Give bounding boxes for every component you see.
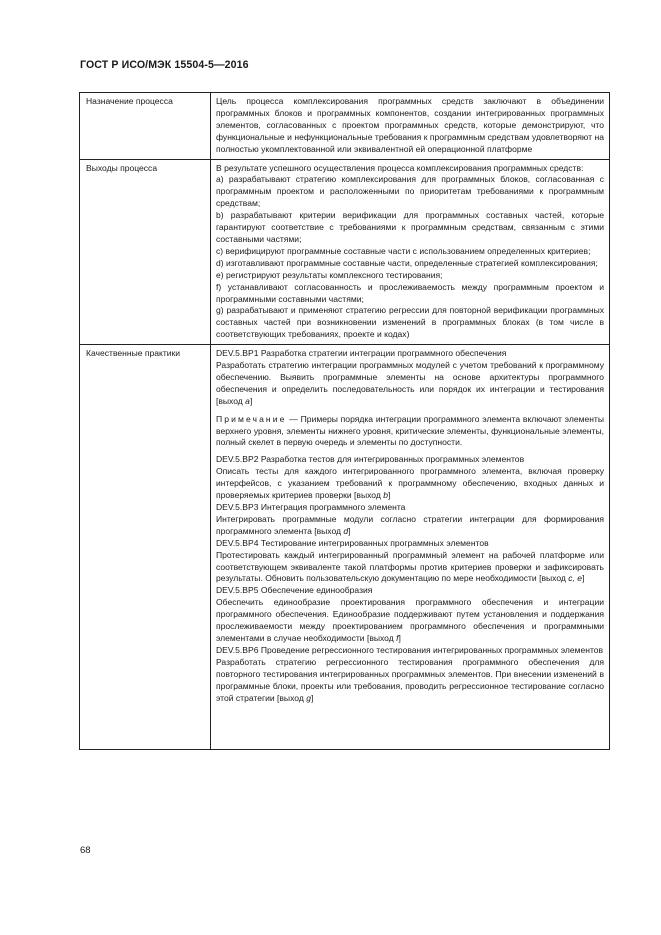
row-label-cell (80, 93, 211, 160)
page-number: 68 (80, 845, 91, 856)
page-header-title: ГОСТ Р ИСО/МЭК 15504-5—2016 (80, 59, 249, 71)
practice-text: Обеспечить единообразие проектирования программного обеспечения и интеграции программного обеспечения. Единообразие поддерживают путем установления и поддержания прослеживаемости между проектированием программного обеспечения и программными элементами в случае необходимости [выход f] (216, 597, 604, 643)
practice-title: DEV.5.BP1 Разработка стратегии интеграции программного обеспечения (216, 348, 507, 359)
practice-title: DEV.5.BP5 Обеспечение единообразия (216, 585, 373, 596)
row-content-cell (211, 93, 610, 160)
outcome-item: f) устанавливают согласованность и прослеживаемость между программным проектом и программными составными частями; (216, 281, 604, 304)
note-text: — Примеры порядка интеграции программного элемента включают элементы верхнего уровня, элементы нижнего уровня, критические элементы, функциональные элементы, полный скелет в первую очередь и элементы по доступности. (216, 413, 604, 448)
output-ref: a (245, 395, 250, 406)
outcomes-intro: В результате успешного осуществления процесса комплексирования программных средств: (216, 162, 584, 173)
practice-title: DEV.5.BP4 Тестирование интегрированных программных элементов (216, 537, 489, 548)
practice-note (216, 414, 604, 450)
outcome-item: d) изготавливают программные составные части, определенные стратегией комплексирования; (216, 257, 598, 268)
outcome-item: e) регистрируют результаты комплексного тестирования; (216, 269, 443, 280)
row-content-cell (211, 159, 610, 345)
practice-text: Описать тесты для каждого интегрированного программного элемента, включая проверку интерфейсов, с указанием требований к программному обеспечению, входных данных и проверяемых критериев проверки [выход b] (216, 466, 604, 501)
output-ref: c, e (568, 573, 583, 584)
note-title: Примечание (216, 413, 287, 424)
practice-text: Разработать стратегию интеграции программных модулей с учетом требований к программному обеспечению. Выявить программные элементы на основе архитектуры программного обеспечения и определить последовательность или порядок их интеграции и тестирования [выход a] (216, 360, 604, 406)
outcome-item: c) верифицируют программные составные части с использованием определенных критериев; (216, 245, 591, 256)
row-label: Качественные практики (86, 348, 181, 359)
row-label: Назначение процесса (86, 96, 173, 106)
process-table (79, 92, 610, 750)
output-ref: d (343, 525, 349, 536)
practice-text: Протестировать каждый интегрированный программный элемент на рабочей платформе или соответствующем эквиваленте такой платформы против критериев проверки и зафиксировать результаты. Обновить пользовательскую документацию по мере необходимости [выход c, e] (216, 549, 604, 584)
row-label-cell (80, 345, 211, 750)
practice-text: Разработать стратегию регрессионного тестирования программного обеспечения для повторного тестирования интегрированных программных элементов. При внесении изменений в программные блоки, проекты или требования, проводить регрессионное тестирование согласно этой стратегии [выход g] (216, 656, 604, 703)
outcome-item: а) разрабатывают стратегию комплексирования для программных блоков, согласованная с программным проектом и расположенными по приоритетам требованиями к программным средствам; (216, 174, 604, 209)
table-row (80, 159, 610, 345)
outcome-item: b) разрабатывают критерии верификации для программных составных частей, которые гарантируют соответствие с требованиями к программным средствам, связанным с этими составными частями; (216, 210, 604, 244)
table-row (80, 345, 610, 750)
output-ref: g (306, 692, 311, 703)
row-label-cell (80, 159, 211, 345)
practice-title: DEV.5.BP6 Проведение регрессионного тестирования интегрированных программных элементов (216, 644, 604, 655)
outcome-item: g) разрабатывают и применяют стратегию регрессии для повторной верификации программных составных частей при возникновении изменений в программных блоках (в том числе в соответствующих требованиях, проекте и кодах) (216, 305, 604, 340)
practice-text: Интегрировать программные модули согласно стратегии интеграции для формирования программного элемента [выход d] (216, 513, 604, 536)
table-row (80, 93, 610, 160)
practice-title: DEV.5.BP2 Разработка тестов для интегрированных программных элементов (216, 454, 525, 465)
process-purpose-text: Цель процесса комплексирования программных средств заключают в объединении программных блоков и программных компонентов, создании интегрированных программных элементов, согласованных с проектом программных средств, которые демонстрируют, что функциональные и нефункциональные требования к программным средствам удовлетворяют на полностью укомплектованной или эквивалентной ей операционной платформе (216, 96, 604, 154)
row-content-cell (211, 345, 610, 750)
output-ref: b (383, 490, 388, 501)
output-ref: f (396, 632, 399, 643)
row-label: Выходы процесса (86, 162, 158, 173)
practice-title: DEV.5.BP3 Интеграция программного элемента (216, 502, 406, 512)
